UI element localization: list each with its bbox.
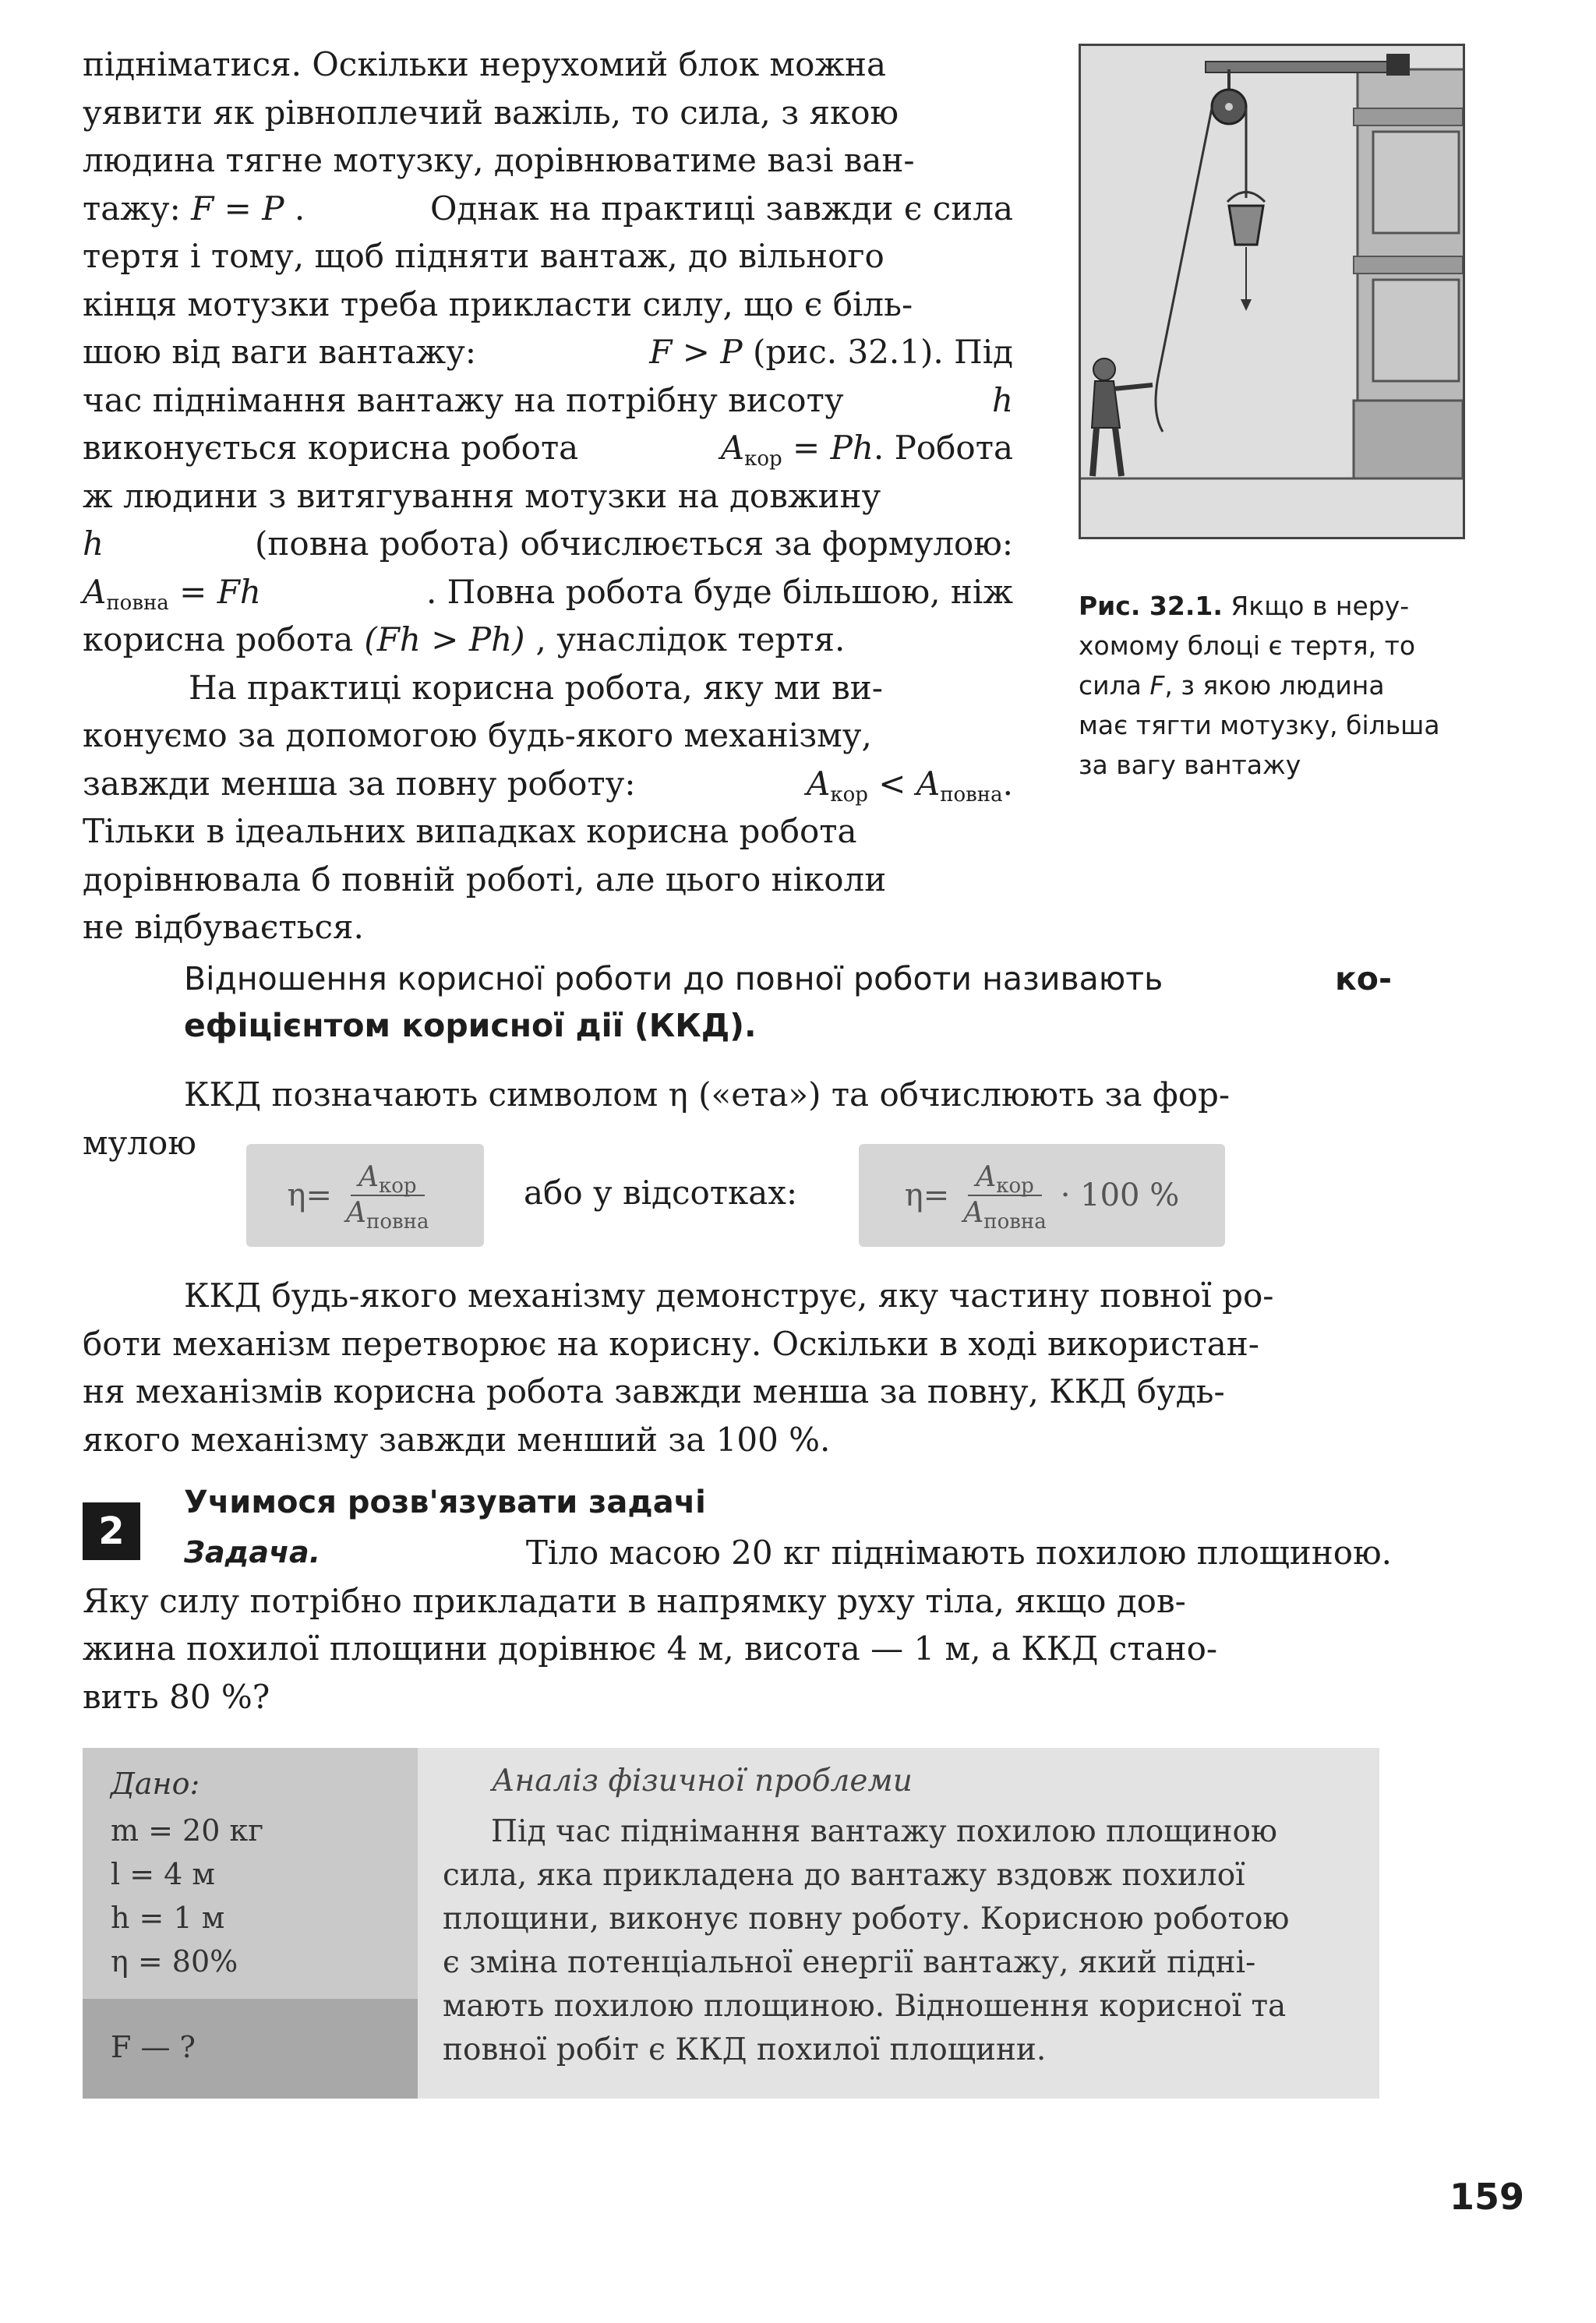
- text-line: ефіцієнтом корисної дії (ККД).: [184, 1007, 757, 1044]
- text-line: виконується корисна робота $A_{кор} = Ph$. Робота: [83, 429, 1013, 471]
- task-paragraph: [83, 1529, 1392, 1721]
- text-line: уявити як рівноплечий важіль, то сила, з якою: [83, 93, 899, 132]
- analysis-box: [418, 1748, 1379, 2099]
- text-line: підніматися. Оскільки нерухомий блок можна: [83, 45, 887, 83]
- text-line: мають похилою площиною. Відношення корисної та: [443, 1989, 1287, 2024]
- text-line: шою від ваги вантажу: F > P (рис. 32.1). Під: [83, 333, 1013, 371]
- text-line: корисна робота (Fh > Ph) , унаслідок тертя.: [83, 620, 846, 658]
- text-line: h (повна робота) обчислюється за формулою:: [83, 524, 1013, 563]
- section-title: Учимося розв'язувати задачі: [184, 1485, 706, 1520]
- figure-caption: Рис. 32.1. Якщо в неру- хомому блоці є тертя, то сила F, з якою людина має тягти мотузку, більша за вагу вантажу: [1079, 591, 1440, 780]
- text-line: площини, виконує повну роботу. Корисною роботою: [443, 1901, 1290, 1936]
- figure-pulley-illustration: [1079, 44, 1465, 539]
- text-line: ККД будь-якого механізму демонструє, яку частину повної ро-: [184, 1276, 1274, 1315]
- text-line: не відбувається.: [83, 908, 364, 946]
- given-item: m = 20 кг: [111, 1813, 264, 1848]
- text-line: жина похилої площини дорівнює 4 м, висота — 1 м, а ККД стано-: [83, 1629, 1218, 1668]
- text-line: тертя і тому, щоб підняти вантаж, до вільного: [83, 237, 885, 275]
- text-line: якого механізму завжди менший за 100 %.: [83, 1420, 831, 1459]
- text-line: Тільки в ідеальних випадках корисна робота: [83, 812, 857, 850]
- text-or-percent: або у відсотках:: [524, 1174, 798, 1212]
- text-line: $A_{повна} = Fh$ . Повна робота буде більшою, ніж: [83, 572, 1013, 615]
- analysis-text: [443, 1810, 1308, 2072]
- analysis-title: Аналіз фізичної проблеми: [492, 1763, 913, 1799]
- given-item: h = 1 м: [111, 1901, 225, 1935]
- text-line: сила, яка прикладена до вантажу вздовж похилої: [443, 1858, 1245, 1893]
- text-line: людина тягне мотузку, дорівнюватиме вазі ван-: [83, 141, 915, 179]
- kkd-demo-paragraph: [83, 1272, 1392, 1463]
- text-line: Задача. Тіло масою 20 кг піднімають похилою площиною.: [184, 1534, 1392, 1572]
- text-line: кінця мотузки треба прикласти силу, що є біль-: [83, 284, 913, 323]
- text-line: боти механізм перетворює на корисну. Оскільки в ході використан-: [83, 1324, 1259, 1363]
- section-number-badge: 2: [83, 1502, 140, 1560]
- given-item: l = 4 м: [111, 1857, 215, 1891]
- text-line: тажу: F = P . Однак на практиці завжди є сила: [83, 189, 1013, 228]
- text-line: Відношення корисної роботи до повної роботи називають ко-: [184, 960, 1392, 997]
- unknown-quantity: F — ?: [111, 2030, 196, 2064]
- kkd-formula-percent: η = $\frac{A_{кор}}{A_{повна}}$ · 100 %: [859, 1144, 1225, 1247]
- text-line: ня механізмів корисна робота завжди менша за повну, ККД будь-: [83, 1372, 1225, 1410]
- text-line: дорівнювала б повній роботі, але цього ніколи: [83, 860, 887, 898]
- text-line: На практиці корисна робота, яку ми ви-: [189, 668, 883, 707]
- text-line: час піднімання вантажу на потрібну висоту h: [83, 380, 1013, 419]
- definition-paragraph: [184, 955, 1392, 1049]
- body-text-column: [83, 41, 1013, 951]
- page-number: 159: [1449, 2176, 1525, 2218]
- text-line: ж людини з витягування мотузки на довжину: [83, 476, 881, 515]
- text-line: є зміна потенціальної енергії вантажу, який підні-: [443, 1945, 1256, 1980]
- given-item: η = 80%: [111, 1944, 238, 1979]
- text-line: Під час піднімання вантажу похилою площиною: [491, 1814, 1277, 1849]
- text-line: повної робіт є ККД похилої площини.: [443, 2032, 1047, 2067]
- text-line: мулою: [83, 1124, 196, 1162]
- text-line: конуємо за допомогою будь-якого механізму,: [83, 716, 872, 754]
- text-line: ККД позначають символом η («ета») та обчислюють за фор-: [184, 1075, 1231, 1114]
- given-box: [83, 1748, 418, 2099]
- text-line: Яку силу потрібно прикладати в напрямку руху тіла, якщо дов-: [83, 1581, 1186, 1620]
- given-title: Дано:: [111, 1767, 200, 1801]
- kkd-intro: [184, 1071, 1392, 1119]
- pulley-drawing: [1081, 46, 1463, 537]
- text-line: завжди менша за повну роботу: $A_{кор} < A_{повна}$.: [83, 764, 1013, 807]
- kkd-formula: η = $\frac{A_{кор}}{A_{повна}}$: [246, 1144, 484, 1247]
- text-line: вить 80 %?: [83, 1677, 270, 1716]
